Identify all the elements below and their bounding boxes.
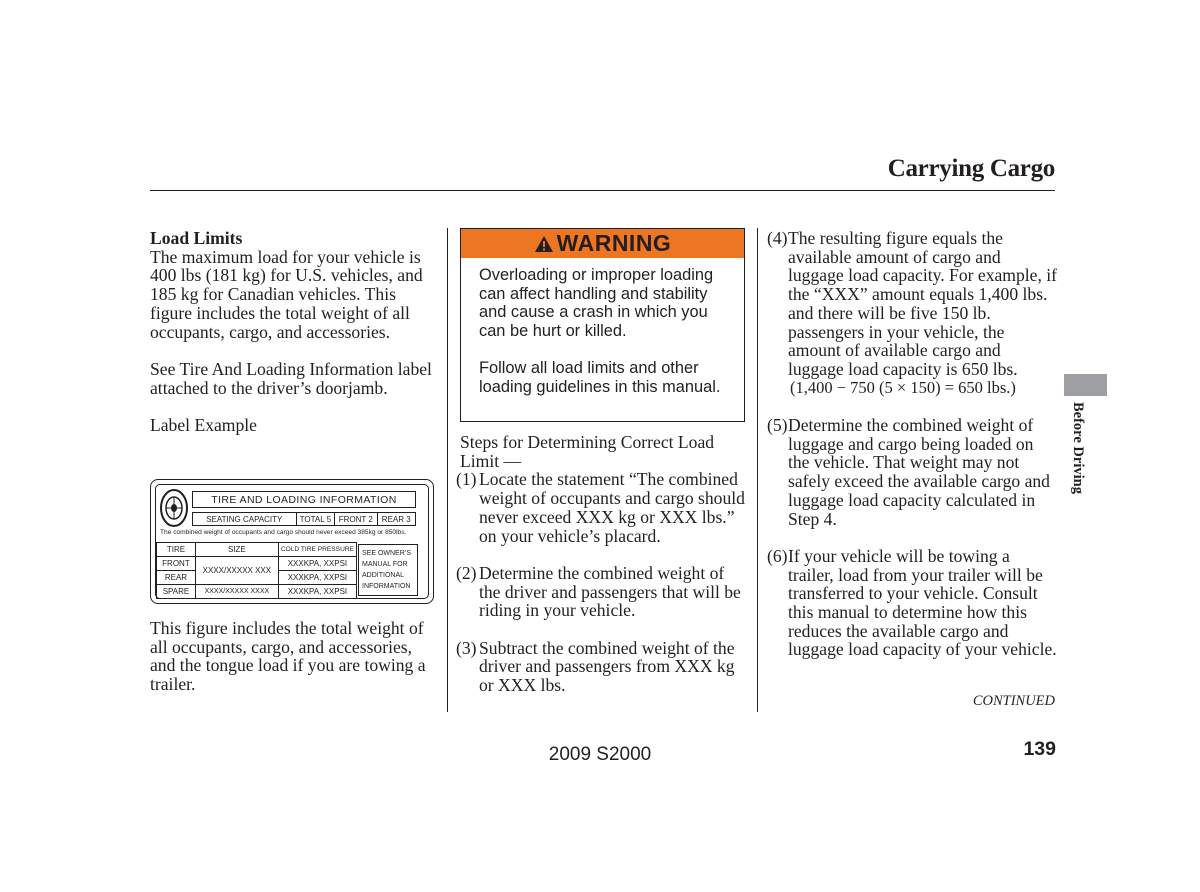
row-front-pressure: XXXKPA, XXPSI [278,557,356,571]
label-title: TIRE AND LOADING INFORMATION [192,491,416,508]
warning-paragraph-2: Follow all load limits and other loading guidelines in this manual. [479,358,721,396]
step-number: (4) [767,228,788,248]
header-cold-pressure: COLD TIRE PRESSURE [278,543,356,557]
warning-triangle-icon [534,235,554,253]
page-title: Carrying Cargo [887,155,1055,182]
label-example-caption: Label Example [150,415,257,435]
seating-capacity-row [192,512,416,526]
section-tab-label: Before Driving [1070,402,1086,494]
weight-limit-note: The combined weight of occupants and cargo should never exceed 385kg or 850lbs. [160,529,407,536]
page-number: 139 [1023,738,1056,760]
see-manual-line: ADDITIONAL [362,572,405,579]
step-text: Determine the combined weight of luggage and cargo being loaded on the vehicle. That weight may not safely exceed the available cargo and luggage load capacity calculated in Step 4. [788,415,1050,529]
row-front-tire: FRONT [157,557,196,571]
header-size: SIZE [195,543,278,557]
see-manual-line: INFORMATION [362,583,411,590]
left-column [150,229,435,435]
warning-body [461,258,744,396]
row-rear-pressure: XXXKPA, XXPSI [278,571,356,585]
seating-total: TOTAL 5 [297,513,335,525]
step-1 [456,469,748,546]
step-number: (6) [767,545,788,566]
warning-label: WARNING [556,230,672,256]
see-manual-note [358,544,418,596]
step-text: If your vehicle will be towing a trailer, load from your trailer will be transferred to your vehicle. Consult this manual to determine how this reduces the available cargo and luggage load capacity of your vehicle. [788,545,1057,660]
step-text: Determine the combined weight of the driver and passengers that will be riding in your vehicle. [479,562,741,621]
steps-intro: Steps for Determining Correct Load Limit — [460,432,715,471]
step-3 [456,637,748,696]
row-spare-tire: SPARE [157,585,196,599]
middle-column [456,432,748,696]
warning-header [461,229,744,258]
tire-icon [159,488,189,528]
column-divider-right [757,228,758,712]
step-number: (5) [767,415,788,436]
table-row [157,585,357,599]
row-front-size: XXXX/XXXXX XXX [195,557,278,585]
title-divider [150,190,1055,191]
section-tab [1064,374,1107,396]
table-header-row [157,543,357,557]
step-number: (3) [456,637,477,658]
table-row [157,557,357,571]
see-manual-line: MANUAL FOR [362,561,408,568]
header-tire: TIRE [157,543,196,557]
step-text: Subtract the combined weight of the driver and passengers from XXX kg or XXX lbs. [479,637,735,696]
see-label-paragraph: See Tire And Loading Information label attached to the driver’s doorjamb. [150,358,432,398]
right-column [767,229,1059,659]
step-number: (1) [456,469,477,490]
load-limits-heading: Load Limits [150,228,243,248]
seating-capacity-label: SEATING CAPACITY [193,513,297,525]
step-5 [767,416,1059,528]
continued-marker: CONTINUED [972,693,1055,709]
column-divider-left [447,228,448,712]
step-text: The resulting figure equals the available amount of cargo and luggage load capacity. For example, if the “XXX” amount equals 1,400 lbs. and there will be five 150 lb. passengers in your vehicle, the amount of available cargo and luggage load capacity is 650 lbs. [788,228,1058,379]
warning-paragraph-1: Overloading or improper loading can affect handling and stability and cause a crash in which you can be hurt or killed. [479,266,714,340]
tire-loading-label [150,479,434,604]
step-number: (2) [456,562,477,583]
seating-front: FRONT 2 [335,513,377,525]
step-6 [767,547,1059,659]
step-4 [767,229,1059,379]
warning-box [460,228,745,422]
towing-paragraph: This figure includes the total weight of all occupants, cargo, and accessories, and the tongue load if you are towing a trailer. [150,618,426,695]
footer-model: 2009 S2000 [548,744,652,765]
see-manual-line: SEE OWNER’S [362,550,412,557]
row-spare-size: XXXX/XXXXX XXXX [195,585,278,599]
load-limits-paragraph: The maximum load for your vehicle is 400 lbs (181 kg) for U.S. vehicles, and 185 kg for Canadian vehicles. This figure includes the total weight of all occupants, cargo, and accessories. [150,246,423,342]
step-text: Locate the statement “The combined weight of occupants and cargo should never exceed XXX kg or XXX lbs.” on your vehicle’s placard. [479,469,745,546]
example-formula: (1,400 − 750 (5 × 150) = 650 lbs.) [790,377,1016,397]
row-spare-pressure: XXXKPA, XXPSI [278,585,356,599]
tire-pressure-table [156,542,357,599]
step-2 [456,562,748,621]
row-rear-tire: REAR [157,571,196,585]
seating-rear: REAR 3 [381,514,411,524]
